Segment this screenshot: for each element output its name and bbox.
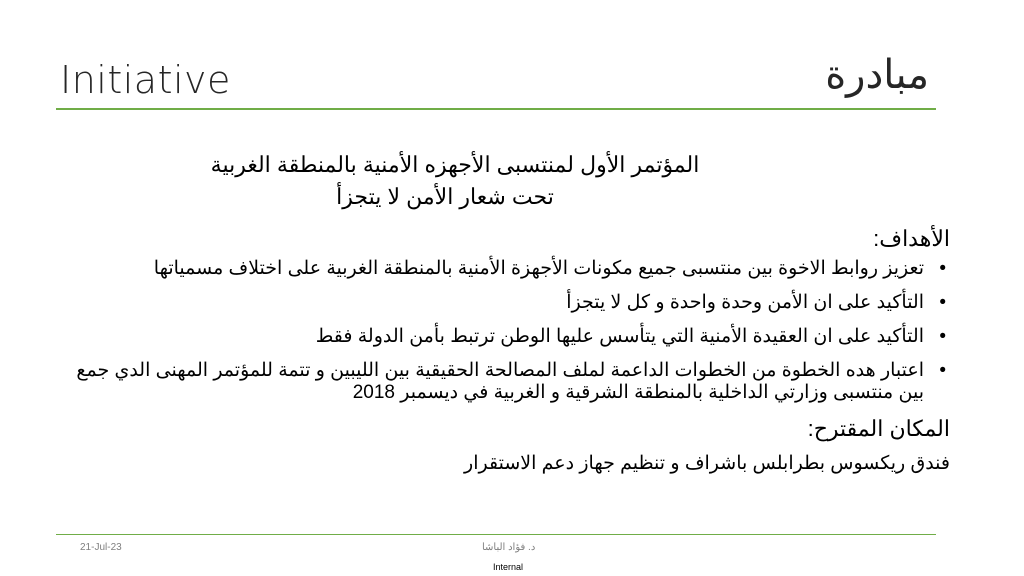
subtitle-line-2: تحت شعار الأمن لا يتجزأ bbox=[336, 184, 554, 209]
goal-text: التأكيد على ان العقيدة الأمنية التي يتأسس عليها الوطن ترتبط بأمن الدولة فقط bbox=[315, 326, 924, 347]
goals-heading: الأهداف: bbox=[873, 226, 950, 251]
bullet-icon: • bbox=[939, 258, 946, 279]
title-divider bbox=[56, 108, 936, 110]
goal-text: التأكيد على ان الأمن وحدة واحدة و كل لا يتجزأ bbox=[566, 292, 924, 313]
goal-text: تعزيز روابط الاخوة بين منتسبى جميع مكونات الأجهزة الأمنية بالمنطقة الغربية على اختلاف مسمياتها bbox=[153, 258, 924, 279]
classification-label: Internal bbox=[493, 562, 524, 572]
slide-title-arabic: مبادرة bbox=[825, 52, 929, 98]
footer-divider bbox=[56, 534, 936, 535]
footer-date: 21-Jul-23 bbox=[80, 542, 122, 553]
goal-text: اعتبار هده الخطوة من الخطوات الداعمة لملف المصالحة الحقيقية بين الليبين و تتمة للمؤتمر المهنى الدي جمع بين منتسبى وزارتي الداخلية بالمنطقة الشرقية و الغربية في ديسمبر 2018 bbox=[76, 360, 924, 403]
subtitle-line-1: المؤتمر الأول لمنتسبى الأجهزه الأمنية بالمنطقة الغربية bbox=[210, 152, 700, 177]
bullet-icon: • bbox=[939, 292, 946, 313]
bullet-icon: • bbox=[939, 360, 946, 381]
goal-item bbox=[70, 360, 950, 404]
slide-title-english: Initiative bbox=[60, 58, 231, 102]
goal-item bbox=[70, 326, 950, 348]
slide-body bbox=[70, 150, 950, 475]
bullet-icon: • bbox=[939, 326, 946, 347]
venue-label: المكان المقترح: bbox=[807, 416, 950, 441]
goals-list bbox=[70, 258, 950, 404]
goal-item bbox=[70, 258, 950, 280]
venue-text: فندق ريكسوس بطرابلس باشراف و تنظيم جهاز دعم الاستقرار bbox=[464, 453, 950, 474]
goal-item bbox=[70, 292, 950, 314]
footer-author: د. فؤاد الباشا bbox=[482, 542, 536, 553]
